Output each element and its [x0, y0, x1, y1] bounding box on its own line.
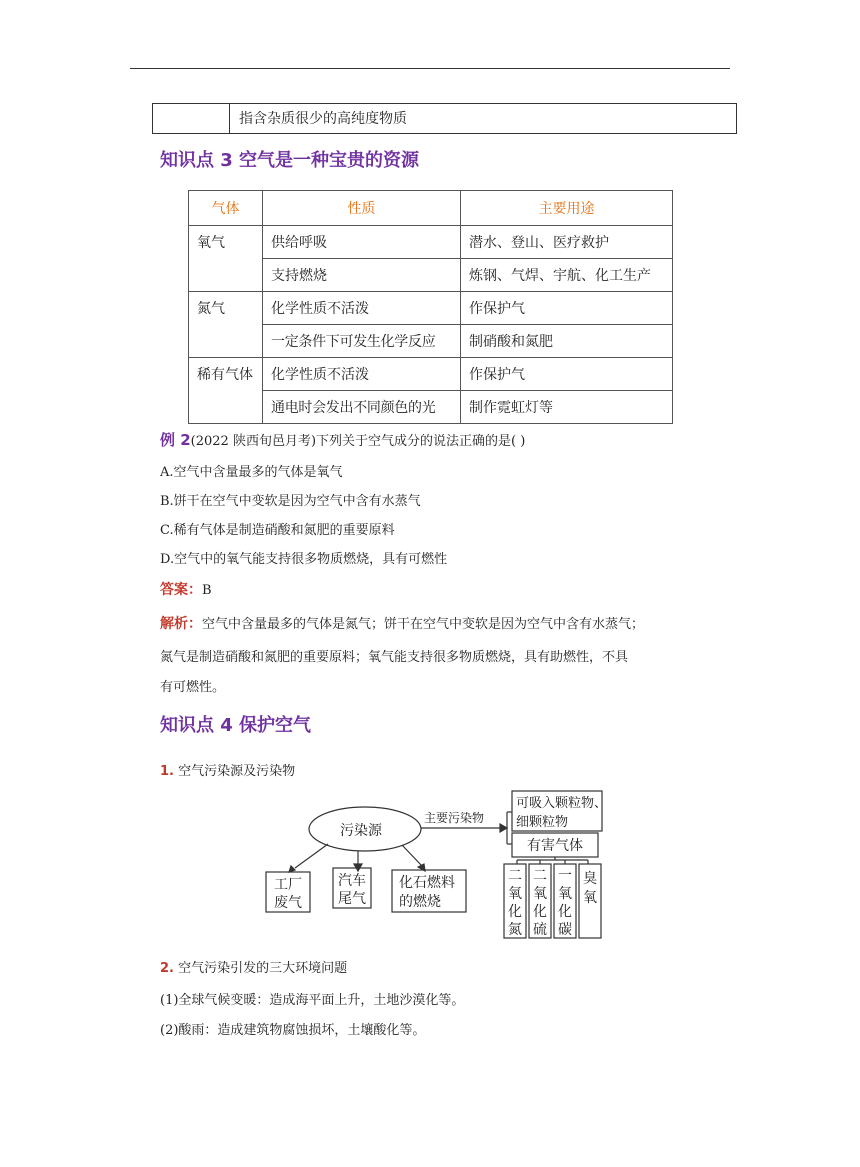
arrow-label: 主要污染物 [424, 811, 485, 825]
kp4-title: 知识点 4 保护空气 [160, 715, 312, 736]
pollution-diagram [260, 788, 610, 940]
analysis-line-1: 解析：空气中含量最多的气体是氮气；饼干在空气中变软是因为空气中含有水蒸气； [160, 616, 645, 632]
option-c: C.稀有气体是制造硝酸和氮肥的重要原料 [160, 523, 395, 538]
use-cell: 作保护气 [461, 358, 673, 391]
fragment-text: 指含杂质很少的高纯度物质 [239, 111, 407, 127]
table-header-row [189, 191, 673, 226]
particles-line-1: 可吸入颗粒物、 [516, 796, 608, 811]
nature-cell: 一定条件下可发生化学反应 [263, 325, 461, 358]
header-gas: 气体 [189, 191, 263, 226]
analysis-line-2: 氮气是制造硝酸和氮肥的重要原料；氧气能支持很多物质燃烧，具有助燃性，不具 [160, 650, 629, 665]
use-cell: 制作霓虹灯等 [461, 391, 673, 424]
gas-char: 氧 [508, 886, 522, 902]
analysis-line-3: 有可燃性。 [160, 680, 226, 695]
source-vehicle-line-1: 汽车 [338, 873, 366, 889]
kp3-title: 知识点 3 空气是一种宝贵的资源 [160, 150, 420, 171]
use-cell: 作保护气 [461, 292, 673, 325]
source-vehicle-line-2: 尾气 [338, 891, 366, 907]
fragment-empty-cell [153, 104, 230, 133]
source-fossil-line-2: 的燃烧 [399, 894, 441, 910]
gas-char: 氧 [558, 886, 572, 902]
gas-char: 臭 [583, 871, 597, 887]
use-cell: 制硝酸和氮肥 [461, 325, 673, 358]
nature-cell: 支持燃烧 [263, 259, 461, 292]
header-nature: 性质 [263, 191, 461, 226]
table-row [189, 358, 673, 391]
gas-char: 二 [533, 868, 547, 884]
subheading-2: 2. 空气污染引发的三大环境问题 [160, 961, 348, 976]
gas-char: 化 [533, 904, 547, 920]
option-d: D.空气中的氧气能支持很多物质燃烧，具有可燃性 [160, 552, 448, 567]
gas-char: 氧 [583, 890, 597, 906]
gas-char: 化 [508, 904, 522, 920]
gas-char: 碳 [558, 922, 572, 938]
gas-char: 二 [508, 868, 522, 884]
option-b: B.饼干在空气中变软是因为空气中含有水蒸气 [160, 494, 421, 509]
answer-label: 答案： [160, 582, 202, 598]
header-use: 主要用途 [461, 191, 673, 226]
example-question: (2022 陕西旬邑月考)下列关于空气成分的说法正确的是( ) [190, 434, 526, 449]
table-row [189, 292, 673, 325]
subheading-1: 1. 空气污染源及污染物 [160, 764, 296, 779]
source-factory-line-2: 废气 [274, 895, 302, 911]
problem-item-2: (2)酸雨：造成建筑物腐蚀损坏，土壤酸化等。 [160, 1023, 426, 1038]
use-cell: 潜水、登山、医疗救护 [461, 226, 673, 259]
example-stem [160, 429, 525, 450]
nature-cell: 通电时会发出不同颜色的光 [263, 391, 461, 424]
nature-cell: 供给呼吸 [263, 226, 461, 259]
analysis-label: 解析： [160, 616, 202, 632]
option-a: A.空气中含量最多的气体是氧气 [160, 465, 343, 480]
problem-item-1: (1)全球气候变暖：造成海平面上升，土地沙漠化等。 [160, 993, 465, 1008]
nature-cell: 化学性质不活泼 [263, 358, 461, 391]
nature-cell: 化学性质不活泼 [263, 292, 461, 325]
gas-char: 化 [558, 904, 572, 920]
header-rule [130, 68, 730, 69]
answer-value: B [202, 583, 212, 598]
gas-char: 氧 [533, 886, 547, 902]
answer [160, 579, 212, 599]
air-resource-table [188, 190, 673, 424]
harmful-gas-label: 有害气体 [527, 838, 583, 854]
source-factory-line-1: 工厂 [274, 877, 302, 893]
gas-char: 硫 [533, 922, 547, 938]
source-fossil-line-1: 化石燃料 [399, 875, 455, 891]
gas-nitrogen: 氮气 [189, 292, 263, 358]
use-cell: 炼钢、气焊、宇航、化工生产 [461, 259, 673, 292]
example-label: 例 2 [160, 431, 191, 449]
table-row [189, 226, 673, 259]
particles-line-2: 细颗粒物 [516, 815, 569, 830]
table-fragment [152, 103, 737, 134]
gas-char: 氮 [508, 922, 522, 938]
gas-char: 一 [558, 868, 572, 884]
gas-oxygen: 氧气 [189, 226, 263, 292]
gas-noble: 稀有气体 [189, 358, 263, 424]
source-label: 污染源 [340, 823, 382, 839]
